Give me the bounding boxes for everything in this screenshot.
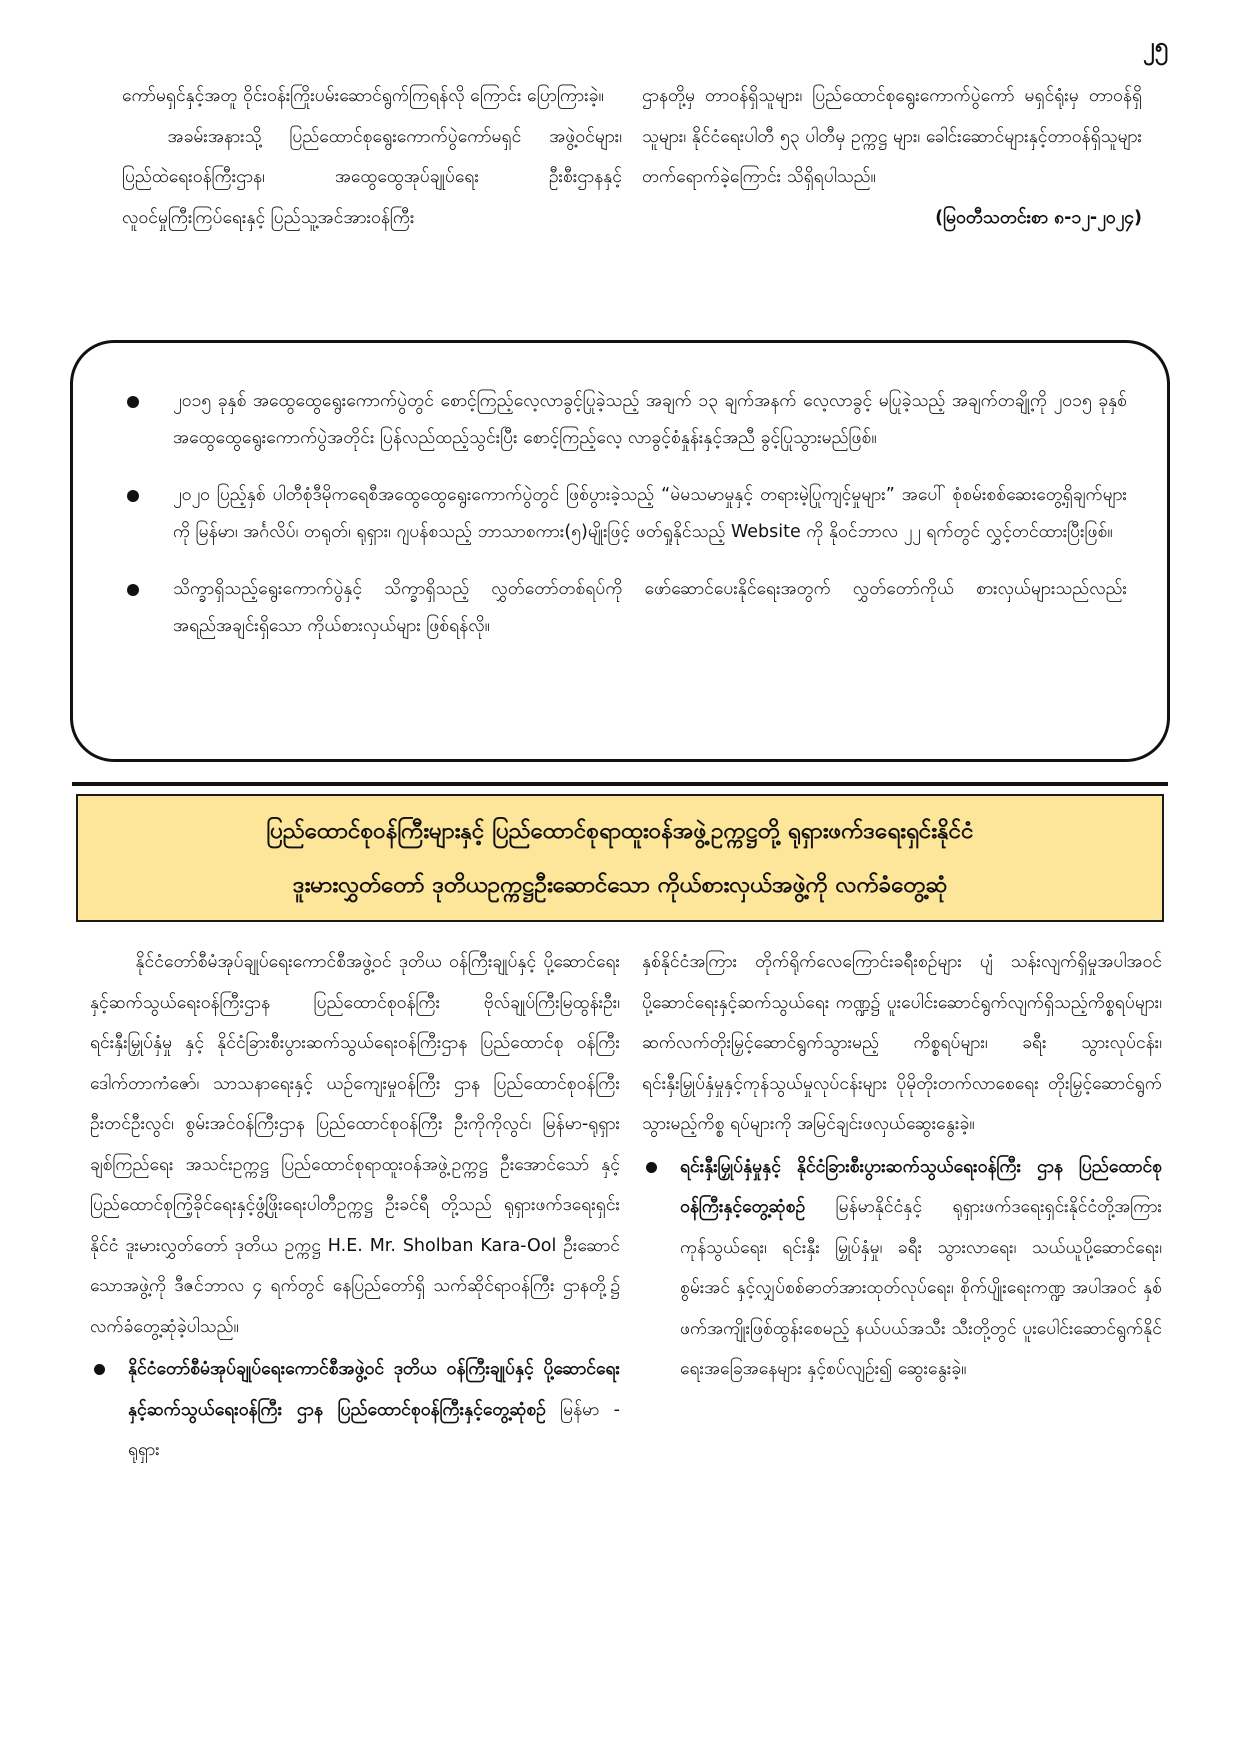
top-right-column [642, 76, 1142, 238]
notice-item [113, 477, 1127, 551]
headline-line-1: ပြည်ထောင်စုဝန်ကြီးများနှင့် ပြည်ထောင်စုရာထူးဝန်အဖွဲ့ဥက္ကဋ္ဌတို့ ရုရှားဖက်ဒရေးရှင်းနိုင်ငံ [266, 818, 974, 844]
bullet-icon [94, 1364, 105, 1375]
top-left-column [122, 76, 622, 238]
article-paragraph-1: နိုင်ငံတော်စီမံအုပ်ချုပ်ရေးကောင်စီအဖွဲ့ဝင် ဒုတိယ ဝန်ကြီးချုပ်နှင့် ပို့ဆောင်ရေးနှင့်ဆက်သွယ်ရေးဝန်ကြီးဌာန ပြည်ထောင်စုဝန်ကြီး ဗိုလ်ချုပ်ကြီးမြထွန်းဦး၊ ရင်းနှီးမြှုပ်နှံမှု နှင့် နိုင်ငံခြားစီးပွားဆက်သွယ်ရေးဝန်ကြီးဌာန ပြည်ထောင်စု ဝန်ကြီး ဒေါက်တာကံဇော်၊ သာသနာရေးနှင့် ယဉ်ကျေးမှုဝန်ကြီး ဌာန ပြည်ထောင်စုဝန်ကြီး ဦးတင်ဦးလွင်၊ စွမ်းအင်ဝန်ကြီးဌာန ပြည်ထောင်စုဝန်ကြီး ဦးကိုကိုလွင်၊ မြန်မာ-ရုရှား ချစ်ကြည်ရေး အသင်းဥက္ကဋ္ဌ ပြည်ထောင်စုရာထူးဝန်အဖွဲ့ဥက္ကဋ္ဌ ဦးအောင်သော် နှင့် ပြည်ထောင်စုကြံ့ခိုင်ရေးနှင့်ဖွံ့ဖြိုးရေးပါတီဥက္ကဋ္ဌ ဦးခင်ရီ တို့သည် ရုရှားဖက်ဒရေးရှင်းနိုင်ငံ ဒူးမားလွှတ်တော် ဒုတိယ ဥက္ကဋ္ဌ H.E. Mr. Sholban Kara-Ool ဦးဆောင်သောအဖွဲ့ကို ဒီဇင်ဘာလ ၄ ရက်တွင် နေပြည်တော်ရှိ သက်ဆိုင်ရာဝန်ကြီး ဌာနတို့၌ လက်ခံတွေ့ဆုံခဲ့ပါသည်။ [90, 952, 620, 1337]
article-paragraph-2: နှစ်နိုင်ငံအကြား တိုက်ရိုက်လေကြောင်းခရီးစဉ်များ ပျံ သန်းလျက်ရှိမှုအပါအဝင် ပို့ဆောင်ရေးနှင့်ဆက်သွယ်ရေး ကဏ္ဍ၌ ပူးပေါင်းဆောင်ရွက်လျက်ရှိသည့်ကိစ္စရပ်များ၊ ဆက်လက်တိုးမြှင့်ဆောင်ရွက်သွားမည့် ကိစ္စရပ်များ၊ ခရီး သွားလုပ်ငန်း၊ ရင်းနှီးမြှုပ်နှံမှုနှင့်ကုန်သွယ်မှုလုပ်ငန်းများ ပိုမိုတိုးတက်လာစေရေး တိုးမြှင့်ဆောင်ရွက်သွားမည့်ကိစ္စ ရပ်များကို အမြင်ချင်းဖလှယ်ဆွေးနွေးခဲ့။ [642, 952, 1162, 1134]
bottom-right-column [642, 942, 1162, 1390]
bullet-lead: နိုင်ငံတော်စီမံအုပ်ချုပ်ရေးကောင်စီအဖွဲ့ဝင် ဒုတိယ ဝန်ကြီးချုပ်နှင့် ပို့ဆောင်ရေးနှင့်ဆက်သွယ်ရေးဝန်ကြီး ဌာန ပြည်ထောင်စုဝန်ကြီးနှင့်တွေ့ဆုံစဉ် [128, 1359, 620, 1420]
headline-line-2: ဒူးမားလွှတ်တော် ဒုတိယဥက္ကဋ္ဌဦးဆောင်သော ကိုယ်စားလှယ်အဖွဲ့ကို လက်ခံတွေ့ဆုံ [292, 872, 948, 898]
page-number: ၂၅ [1142, 32, 1168, 60]
notice-item-text: ၂၀၂၀ ပြည့်နှစ် ပါတီစုံဒီမိုကရေစီအထွေထွေရွေးကောက်ပွဲတွင် ဖြစ်ပွားခဲ့သည့် “မဲမသမာမှုနှင့် တရားမဲ့ပြုကျင့်မှုများ” အပေါ် စုံစမ်းစစ်ဆေးတွေ့ရှိချက်များကို မြန်မာ၊ အင်္ဂလိပ်၊ တရုတ်၊ ရုရှား၊ ဂျပန်စသည့် ဘာသာစကား(၅)မျိုးဖြင့် ဖတ်ရှုနိုင်သည့် Website ကို နိုဝင်ဘာလ ၂၂ ရက်တွင် လွှင့်တင်ထားပြီးဖြစ်။ [173, 485, 1127, 542]
article-bullet-item [90, 1349, 620, 1471]
bullet-icon [127, 584, 139, 596]
section-divider [72, 782, 1168, 786]
notice-box [70, 340, 1170, 762]
bullet-icon [646, 1162, 657, 1173]
notice-item-text: သိက္ခာရှိသည့်ရွေးကောက်ပွဲနှင့် သိက္ခာရှိသည့် လွှတ်တော်တစ်ရပ်ကို ဖော်ဆောင်ပေးနိုင်ရေးအတွက် လွှတ်တော်ကိုယ် စားလှယ်များသည်လည်း အရည်အချင်းရှိသော ကိုယ်စားလှယ်များ ဖြစ်ရန်လို။ [173, 579, 1127, 636]
article-bullet-list [90, 1349, 620, 1471]
source-citation: (မြဝတီသတင်းစာ ၈-၁၂-၂၀၂၄) [935, 207, 1142, 228]
bullet-lead: ရင်းနှီးမြှုပ်နှံမှုနှင့် နိုင်ငံခြားစီးပွားဆက်သွယ်ရေးဝန်ကြီး ဌာန ပြည်ထောင်စုဝန်ကြီးနှင့်တွေ့ဆုံစဉ် [680, 1156, 1162, 1217]
article-bullet-item [642, 1147, 1162, 1390]
top-right-paragraph-1: ဌာနတို့မှ တာဝန်ရှိသူများ၊ ပြည်ထောင်စုရွေးကောက်ပွဲကော် မရှင်ရုံးမှ တာဝန်ရှိသူများ၊ နိုင်ငံရေးပါတီ ၅၃ ပါတီမှ ဥက္ကဋ္ဌ များ၊ ခေါင်းဆောင်များနှင့်တာဝန်ရှိသူများ တက်ရောက်ခဲ့ကြောင်း သိရှိရပါသည်။ [642, 86, 1142, 187]
bullet-text: မြန်မာနိုင်ငံနှင့် ရုရှားဖက်ဒရေးရှင်းနိုင်ငံတို့အကြား ကုန်သွယ်ရေး၊ ရင်းနှီး မြှုပ်နှံမှု၊ ခရီး သွားလာရေး၊ သယ်ယူပို့ဆောင်ရေး၊ စွမ်းအင် နှင့်လျှပ်စစ်ဓာတ်အားထုတ်လုပ်ရေး၊ စိုက်ပျိုးရေးကဏ္ဍ အပါအဝင် နှစ်ဖက်အကျိုးဖြစ်ထွန်းစေမည့် နယ်ပယ်အသီး သီးတို့တွင် ပူးပေါင်းဆောင်ရွက်နိုင်ရေးအခြေအနေများ နှင့်စပ်လျဉ်း၍ ဆွေးနွေးခဲ့။ [680, 1197, 1162, 1379]
top-left-paragraph-2: အခမ်းအနားသို့ ပြည်ထောင်စုရွေးကောက်ပွဲကော်မရှင် အဖွဲ့ဝင်များ၊ ပြည်ထဲရေးဝန်ကြီးဌာန၊ အထွေထွေအုပ်ချုပ်ရေး ဦးစီးဌာနနှင့် လူဝင်မှုကြီးကြပ်ရေးနှင့် ပြည်သူ့အင်အားဝန်ကြီး [122, 126, 622, 228]
notice-item-text: ၂၀၁၅ ခုနှစ် အထွေထွေရွေးကောက်ပွဲတွင် စောင့်ကြည့်လေ့လာခွင့်ပြုခဲ့သည့် အချက် ၁၃ ချက်အနက် လေ့လာခွင့် မပြုခဲ့သည့် အချက်တချို့ကို ၂၀၁၅ ခုနှစ် အထွေထွေရွေးကောက်ပွဲအတိုင်း ပြန်လည်ထည့်သွင်းပြီး စောင့်ကြည့်လေ့ လာခွင့်စံနှုန်းနှင့်အညီ ခွင့်ပြုသွားမည်ဖြစ်။ [173, 391, 1127, 448]
bullet-text: မြန်မာ - ရုရှား [128, 1399, 620, 1460]
notice-item [113, 571, 1127, 645]
bullet-icon [127, 490, 139, 502]
article-headline [76, 794, 1164, 922]
notice-item [113, 383, 1127, 457]
top-left-paragraph-1: ကော်မရှင်နှင့်အတူ ဝိုင်းဝန်းကြိုးပမ်းဆောင်ရွက်ကြရန်လို ကြောင်း ပြောကြားခဲ့။ [122, 86, 604, 106]
article-bullet-list [642, 1147, 1162, 1390]
bottom-left-column [90, 942, 620, 1471]
bullet-icon [127, 396, 139, 408]
notice-list [113, 383, 1127, 645]
